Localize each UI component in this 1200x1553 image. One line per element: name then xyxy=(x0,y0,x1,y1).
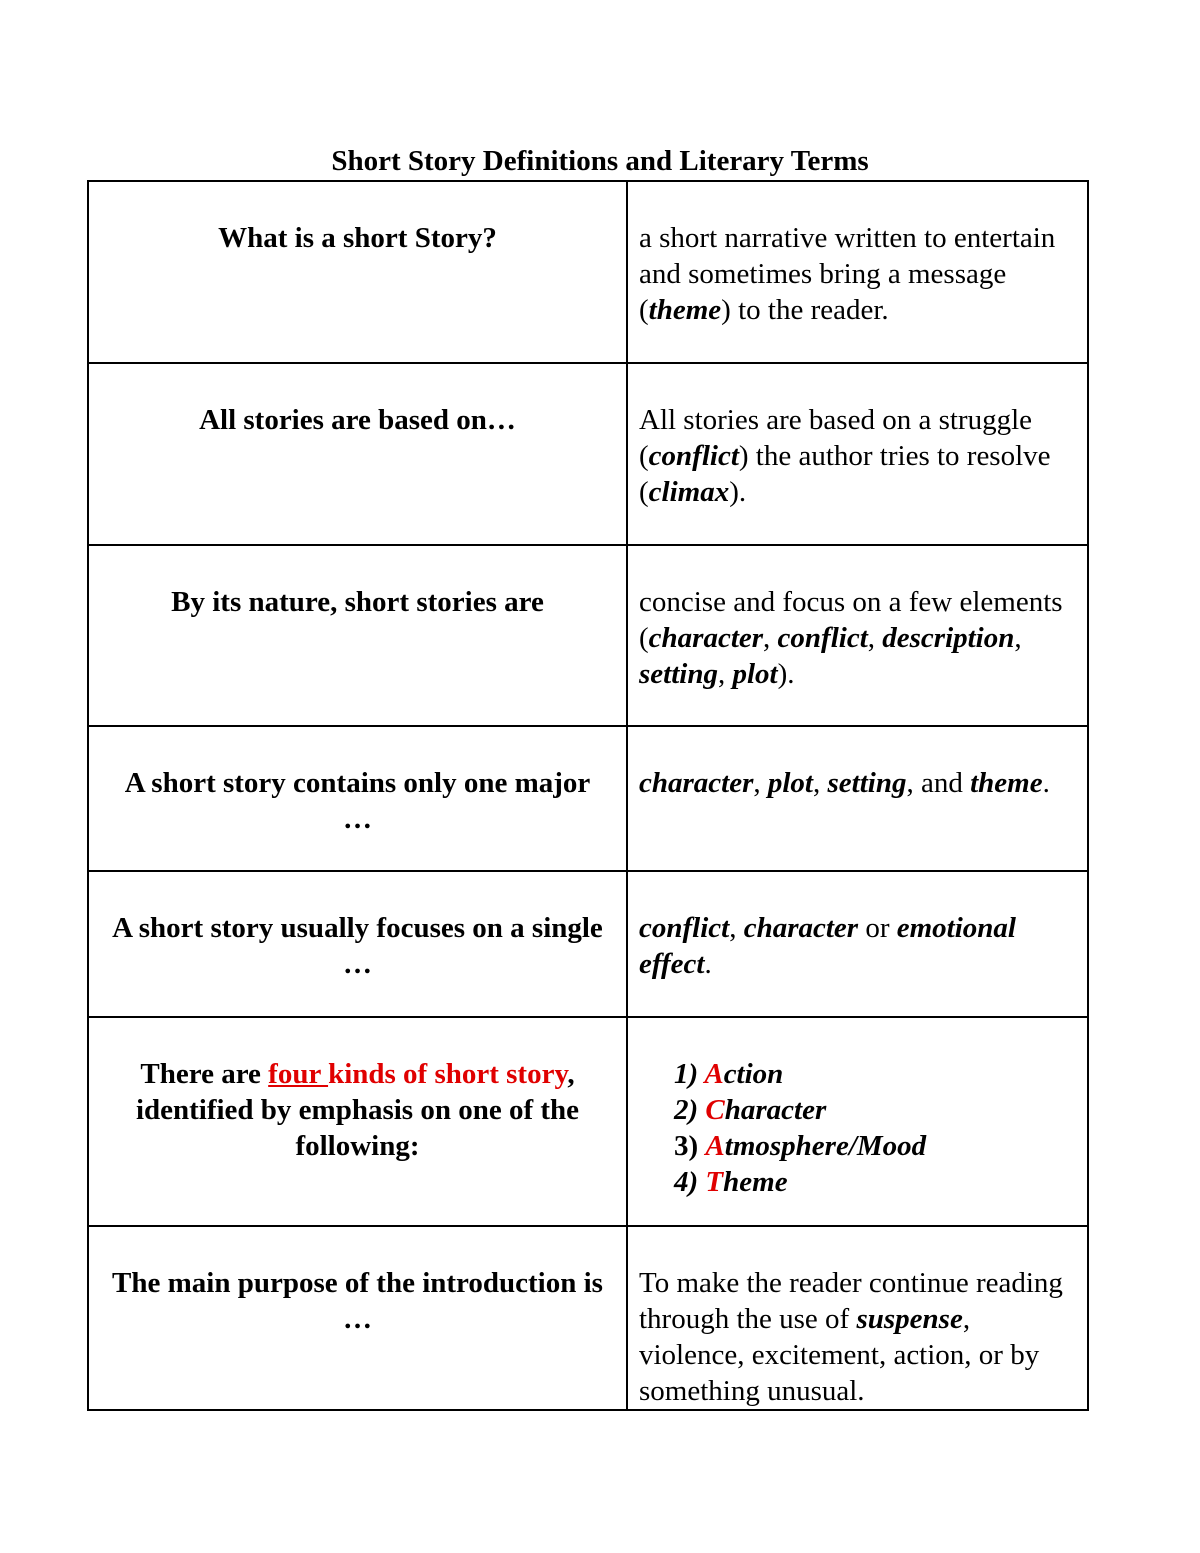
list-item: 1) Action xyxy=(674,1058,784,1090)
term-question: By its nature, short stories are xyxy=(88,545,627,726)
term-question: There are four kinds of short story, identified by emphasis on one of the following: xyxy=(88,1017,627,1226)
list-item: 3) Atmosphere/Mood xyxy=(674,1130,927,1162)
highlight-kinds: kinds of short story xyxy=(328,1058,568,1090)
table-row xyxy=(88,726,1088,871)
kinds-list xyxy=(639,1056,1075,1200)
term-definition: All stories are based on a struggle (conflict) the author tries to resolve (climax). xyxy=(627,363,1088,545)
list-item: 2) Character xyxy=(674,1094,827,1126)
term-question: A short story contains only one major … xyxy=(88,726,627,871)
list-item: 4) Theme xyxy=(674,1166,788,1198)
term-question: A short story usually focuses on a single … xyxy=(88,871,627,1017)
terms-table xyxy=(87,180,1089,1411)
table-row xyxy=(88,363,1088,545)
term-question: What is a short Story? xyxy=(88,181,627,363)
table-row xyxy=(88,871,1088,1017)
table-row xyxy=(88,545,1088,726)
table-row xyxy=(88,181,1088,363)
term-definition: concise and focus on a few elements (character, conflict, description, setting, plot). xyxy=(627,545,1088,726)
term-definition: conflict, character or emotional effect. xyxy=(627,871,1088,1017)
table-row xyxy=(88,1226,1088,1410)
term-question: The main purpose of the introduction is … xyxy=(88,1226,627,1410)
term-definition: a short narrative written to entertain and sometimes bring a message (theme) to the reader. xyxy=(627,181,1088,363)
highlight-four: four xyxy=(268,1058,329,1090)
term-definition: character, plot, setting, and theme. xyxy=(627,726,1088,871)
term-definition: To make the reader continue reading through the use of suspense, violence, excitement, action, or by something unusual. xyxy=(627,1226,1088,1410)
table-row xyxy=(88,1017,1088,1226)
page-title: Short Story Definitions and Literary Terms xyxy=(331,145,869,177)
term-definition xyxy=(627,1017,1088,1226)
term-question: All stories are based on… xyxy=(88,363,627,545)
